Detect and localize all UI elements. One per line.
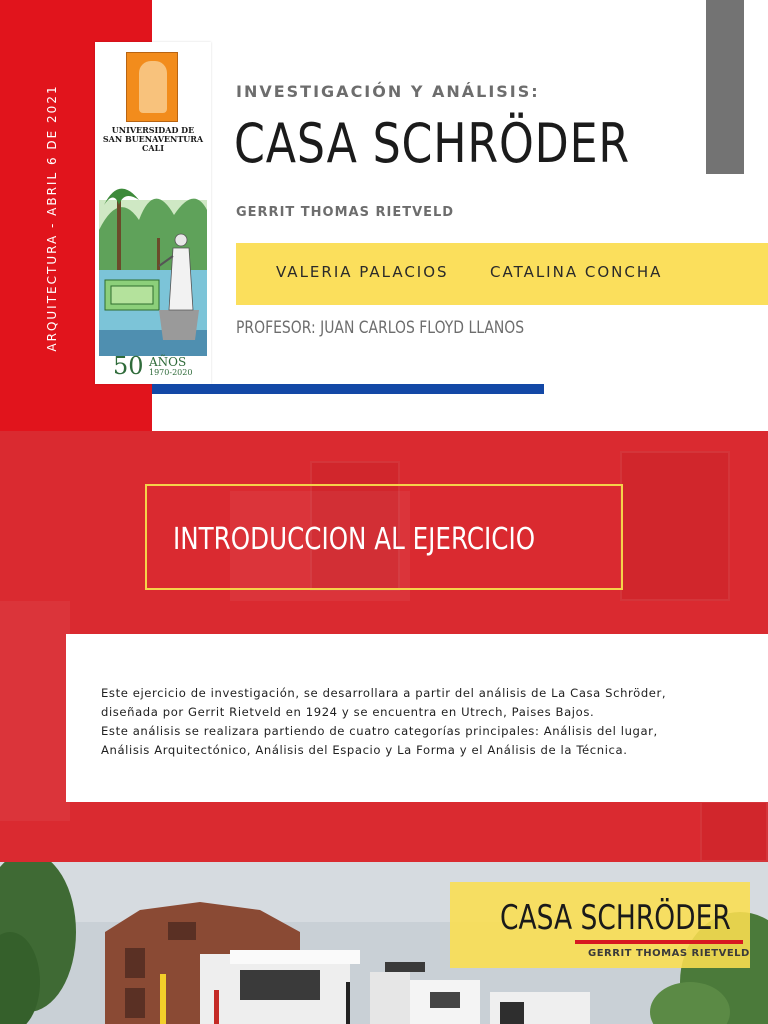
background-texture — [0, 601, 70, 821]
architect-name: GERRIT THOMAS RIETVELD — [236, 205, 455, 220]
professor-name: PROFESOR: JUAN CARLOS FLOYD LLANOS — [236, 318, 525, 338]
authors-band — [236, 243, 768, 305]
intro-heading: INTRODUCCION AL EJERCICIO — [173, 522, 536, 557]
author-name: CATALINA CONCHA — [490, 263, 663, 281]
intro-paragraph: Este ejercicio de investigación, se desarrollara a partir del análisis de La Casa Schröder, diseñada por Gerrit Rietveld en 1924 y se encuentra en Utrech, Paises Bajos. Este análisis se realizara partiendo de cuatro categorías principales: Análisis del lugar, Análisis Arquitectónico, Análisis del Espacio y La Forma y el Análisis de la Técnica. — [101, 686, 667, 757]
university-name: UNIVERSIDAD DE SAN BUENAVENTURA CALI — [102, 125, 204, 153]
anniversary-badge: 50 AÑOS 1970-2020 — [113, 352, 193, 380]
background-texture — [700, 801, 768, 862]
caption-underline — [575, 940, 743, 944]
photo-caption-box — [450, 882, 750, 968]
document-subtitle: INVESTIGACIÓN Y ANÁLISIS: — [236, 82, 540, 101]
intro-text-card — [66, 634, 768, 802]
grey-accent-bar — [706, 0, 744, 174]
blue-accent-line — [152, 384, 544, 394]
intro-heading-box — [145, 484, 623, 590]
caption-subtitle: GERRIT THOMAS RIETVELD — [588, 948, 750, 959]
document-title: CASA SCHRÖDER — [234, 112, 630, 175]
background-texture — [620, 451, 730, 601]
caption-title: CASA SCHRÖDER — [500, 898, 731, 938]
university-crest-icon — [126, 52, 178, 122]
introduction-section — [0, 431, 768, 862]
vertical-caption: ARQUITECTURA - ABRIL 6 DE 2021 — [45, 84, 59, 352]
author-name: VALERIA PALACIOS — [276, 263, 449, 281]
university-logo — [95, 42, 211, 384]
campus-illustration — [99, 160, 207, 356]
